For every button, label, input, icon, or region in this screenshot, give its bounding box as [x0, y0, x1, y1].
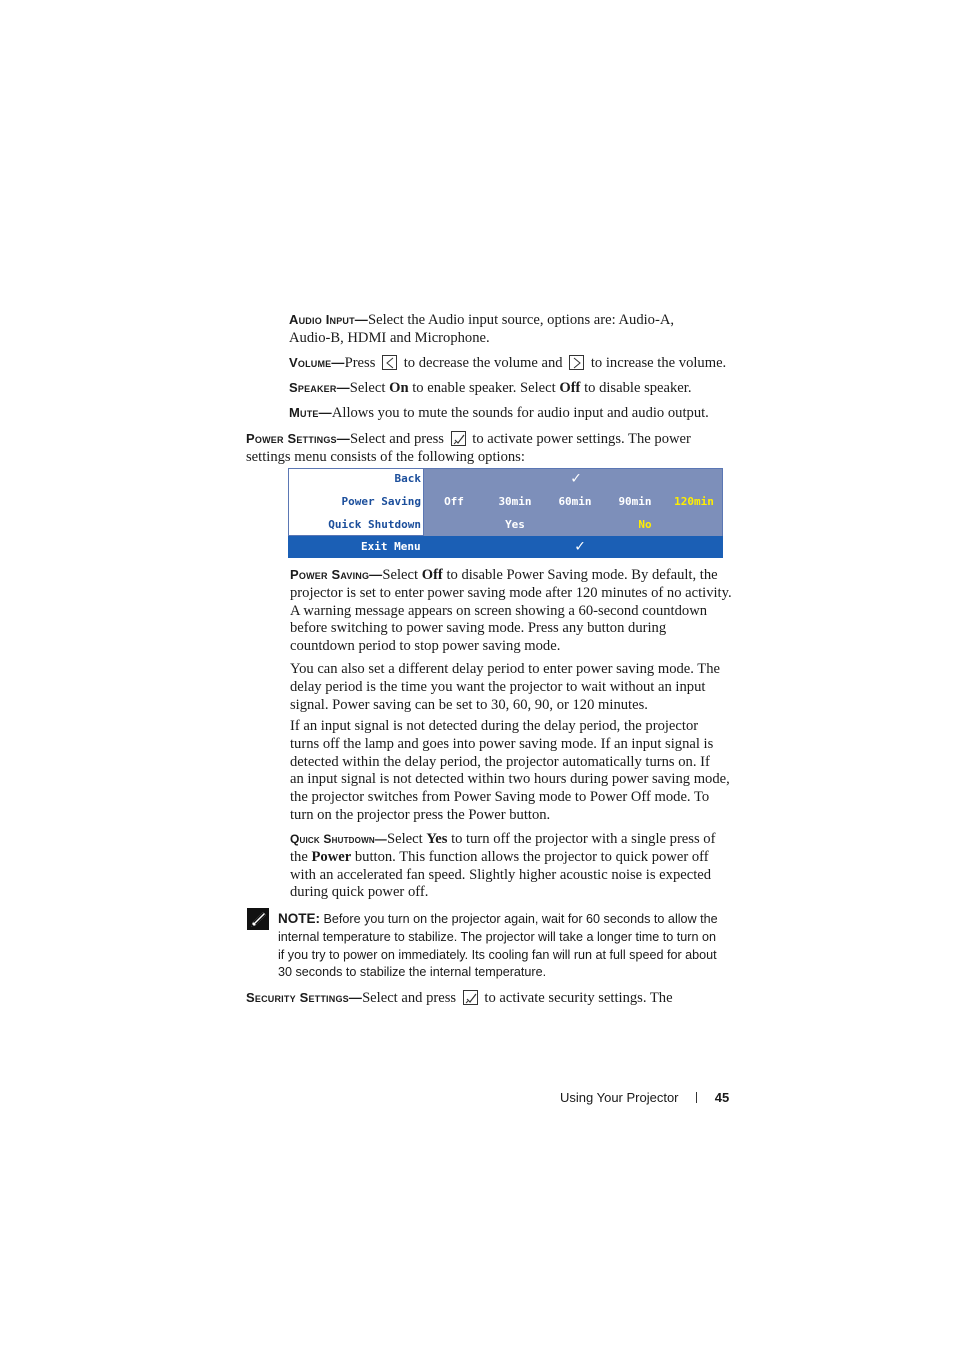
osd-option-120min[interactable]: 120min: [674, 495, 714, 508]
volume-paragraph: Volume—Press to decrease the volume and to increase the volume.: [289, 355, 727, 371]
power-saving-heading: Power Saving—: [290, 567, 383, 582]
osd-option-60min[interactable]: 60min: [558, 495, 592, 508]
enter-check-icon: [463, 990, 478, 1005]
quick-shutdown-paragraph: Quick Shutdown—Select Yes to turn off the projector with a single press of the Power button. This function allows the projector to quick power off with an accelerated fan speed. Slightly higher acoustic noise is expected during quick power off.: [290, 831, 716, 901]
quick-shutdown-heading: Quick Shutdown—: [290, 832, 387, 846]
footer-divider: [696, 1092, 697, 1103]
enter-check-icon: [451, 431, 466, 446]
security-settings-paragraph: Security Settings—Select and press to activate security settings. The: [246, 990, 673, 1006]
audio-input-heading: Audio Input—: [289, 312, 369, 327]
osd-values-panel: [424, 468, 723, 536]
osd-quick-shutdown-label[interactable]: Quick Shutdown: [328, 518, 421, 531]
mute-paragraph: Mute—Allows you to mute the sounds for audio input and audio output.: [289, 405, 709, 421]
power-settings-osd-menu: [288, 468, 723, 558]
osd-option-90min[interactable]: 90min: [618, 495, 652, 508]
footer-section-title: Using Your Projector: [560, 1090, 679, 1105]
note-block: NOTE: Before you turn on the projector again, wait for 60 seconds to allow the internal temperature to stabilize. The projector will take a longer time to turn on if you try to power on immediately. Its cooling fan will run at full speed for about 30 seconds to stabilize the internal temperature.: [278, 911, 718, 980]
osd-back-label[interactable]: Back: [394, 472, 421, 485]
volume-heading: Volume—: [289, 355, 345, 370]
right-arrow-icon: [569, 355, 584, 370]
speaker-heading: Speaker—: [289, 380, 350, 395]
power-saving-paragraph: Power Saving—Select Off to disable Power Saving mode. By default, the projector is set to enter power saving mode after 120 minutes of no activity. A warning message appears on screen showing a 60-second countdown before switching to power saving mode. Press any button during countdown period to stop power saving mode.: [290, 567, 732, 655]
osd-exit-bar[interactable]: [288, 536, 723, 558]
power-settings-paragraph: Power Settings—Select and press to activate power settings. The power settings menu consists of the following options:: [246, 431, 691, 465]
osd-option-off[interactable]: Off: [444, 495, 464, 508]
page-footer: [560, 1090, 729, 1105]
left-arrow-icon: [382, 355, 397, 370]
audio-input-paragraph: Audio Input—Select the Audio input source, options are: Audio-A, Audio-B, HDMI and Microphone.: [289, 312, 675, 346]
osd-option-yes[interactable]: Yes: [505, 518, 525, 531]
osd-power-saving-label[interactable]: Power Saving: [341, 495, 421, 508]
note-label: NOTE:: [278, 911, 320, 926]
osd-labels-panel: [288, 468, 424, 536]
osd-back-check-icon[interactable]: ✓: [571, 468, 581, 487]
osd-option-no[interactable]: No: [638, 518, 652, 531]
security-settings-heading: Security Settings—: [246, 990, 363, 1005]
page-number: 45: [714, 1090, 730, 1105]
power-settings-heading: Power Settings—: [246, 431, 350, 446]
osd-exit-menu-label[interactable]: Exit Menu: [361, 540, 421, 553]
speaker-paragraph: Speaker—Select On to enable speaker. Select Off to disable speaker.: [289, 380, 692, 396]
osd-option-30min[interactable]: 30min: [498, 495, 532, 508]
mute-heading: Mute—: [289, 405, 332, 420]
osd-exit-check-icon[interactable]: ✓: [575, 536, 585, 555]
input-signal-paragraph: If an input signal is not detected during the delay period, the projector turns off the lamp and goes into power saving mode. If an input signal is detected within the delay period, the projector automatically turns on. If an input signal is not detected within two hours during power saving mode, the projector switches from Power Saving mode to Power Off mode. To turn on the projector press the Power button.: [290, 718, 730, 823]
note-pencil-icon: [247, 908, 271, 932]
delay-period-paragraph: You can also set a different delay period to enter power saving mode. The delay period is the time you want the projector to wait without an input signal. Power saving can be set to 30, 60, 90, or 120 minutes.: [290, 661, 720, 713]
